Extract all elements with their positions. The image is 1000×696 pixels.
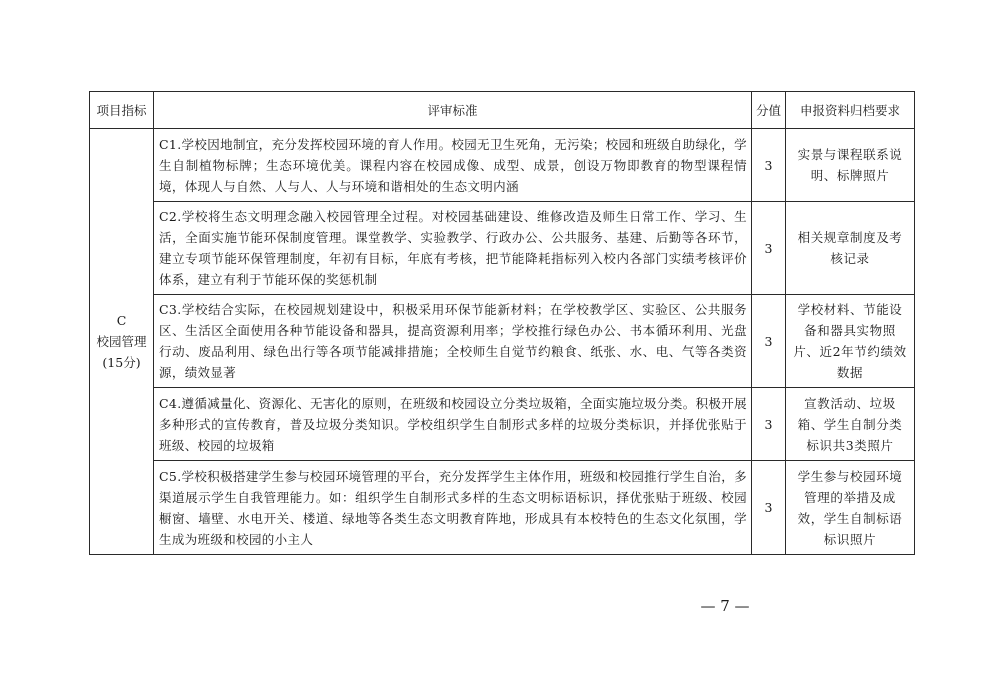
category-cell [90, 129, 154, 555]
category-code: C [116, 313, 127, 328]
table-row [90, 461, 915, 555]
score-cell: 3 [752, 129, 786, 202]
score-cell: 3 [752, 461, 786, 555]
table-row [90, 129, 915, 202]
category-name: 校园管理 [96, 334, 147, 349]
standard-cell: C4.遵循减量化、资源化、无害化的原则，在班级和校园设立分类垃圾箱，全面实施垃圾分类。积极开展多种形式的宣传教育，普及垃圾分类知识。学校组织学生自制形式多样的垃圾分类标识，并择优张贴于班级、校园的垃圾箱 [154, 388, 752, 461]
table-row [90, 202, 915, 295]
score-cell: 3 [752, 388, 786, 461]
header-score: 分值 [752, 92, 786, 129]
documents-cell: 实景与课程联系说明、标牌照片 [786, 129, 915, 202]
header-row [90, 92, 915, 129]
documents-cell: 相关规章制度及考核记录 [786, 202, 915, 295]
documents-cell: 学校材料、节能设备和器具实物照片、近2年节约绩效数据 [786, 295, 915, 388]
table-row [90, 388, 915, 461]
header-item: 项目指标 [90, 92, 154, 129]
documents-cell: 宣教活动、垃圾箱、学生自制分类标识共3类照片 [786, 388, 915, 461]
score-cell: 3 [752, 295, 786, 388]
standard-cell: C1.学校因地制宜，充分发挥校园环境的育人作用。校园无卫生死角，无污染；校园和班级自助绿化，学生自制植物标牌；生态环境优美。课程内容在校园成像、成型、成景，创设万物即教育的物型课程情境，体现人与自然、人与人、人与环境和谐相处的生态文明内涵 [154, 129, 752, 202]
score-cell: 3 [752, 202, 786, 295]
standard-cell: C2.学校将生态文明理念融入校园管理全过程。对校园基础建设、维修改造及师生日常工作、学习、生活，全面实施节能环保制度管理。课堂教学、实验教学、行政办公、公共服务、基建、后勤等各环节，建立专项节能环保管理制度，年初有目标，年底有考核，把节能降耗指标列入校内各部门实绩考核评价体系，建立有利于节能环保的奖惩机制 [154, 202, 752, 295]
documents-cell: 学生参与校园环境管理的举措及成效，学生自制标语标识照片 [786, 461, 915, 555]
category-points: (15分) [102, 355, 141, 370]
table-row [90, 295, 915, 388]
page-number: — 7 — [700, 597, 750, 615]
standard-cell: C5.学校积极搭建学生参与校园环境管理的平台，充分发挥学生主体作用，班级和校园推行学生自治，多渠道展示学生自我管理能力。如：组织学生自制形式多样的生态文明标语标识，择优张贴于班级、校园橱窗、墙壁、水电开关、楼道、绿地等各类生态文明教育阵地，形成具有本校特色的生态文化氛围，学生成为班级和校园的小主人 [154, 461, 752, 555]
standard-cell: C3.学校结合实际，在校园规划建设中，积极采用环保节能新材料；在学校教学区、实验区、公共服务区、生活区全面使用各种节能设备和器具，提高资源利用率；学校推行绿色办公、书本循环利用、光盘行动、废品利用、绿色出行等各项节能减排措施；全校师生自觉节约粮食、纸张、水、电、气等各类资源，绩效显著 [154, 295, 752, 388]
header-standard: 评审标准 [154, 92, 752, 129]
evaluation-table [89, 91, 915, 555]
header-documents: 申报资料归档要求 [786, 92, 915, 129]
